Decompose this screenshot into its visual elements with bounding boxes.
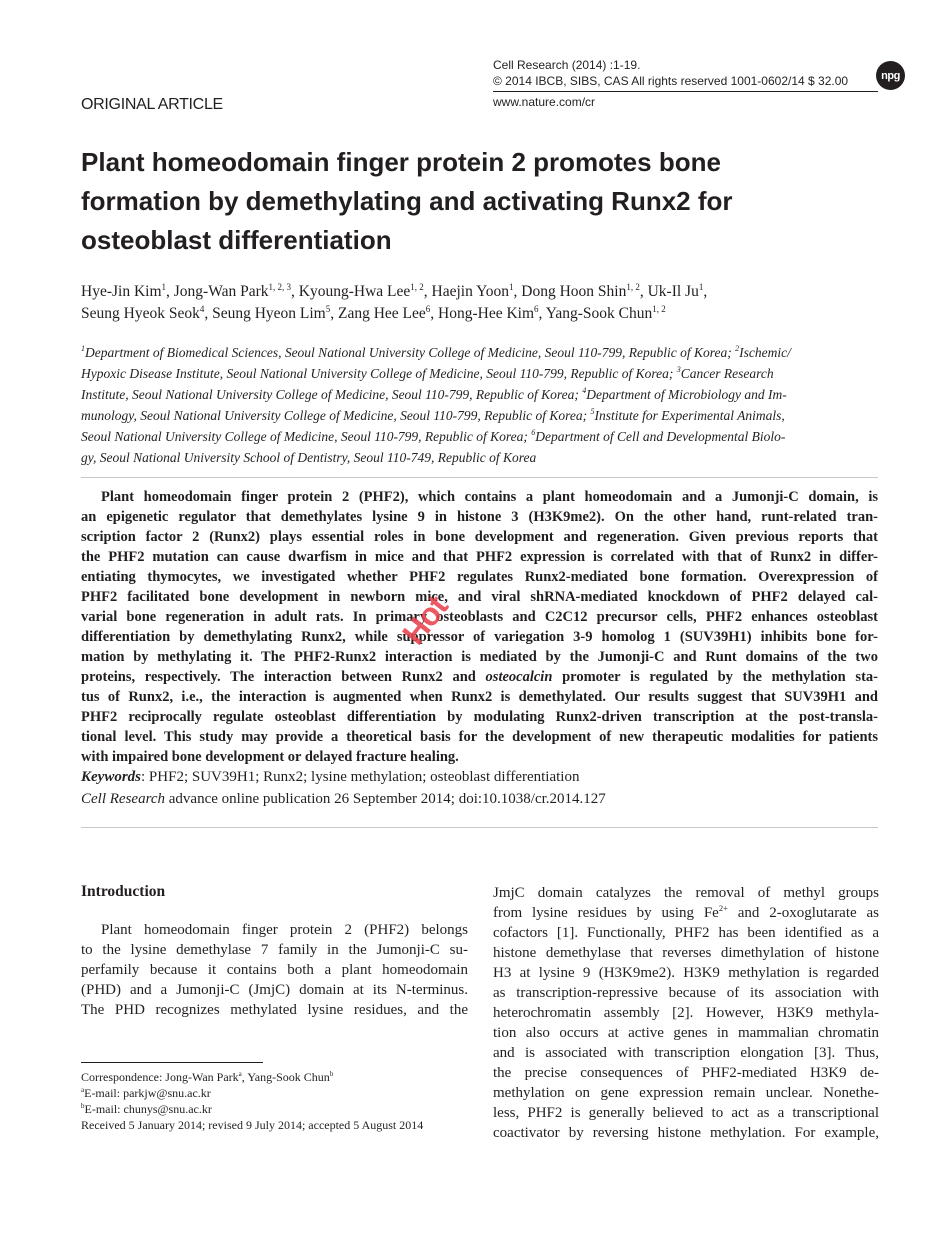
abstract-line: PHF2 reciprocally regulate osteoblast differentiation by modulating Runx2-driven transcription at the post-transla- <box>81 709 878 725</box>
footnote-marker: a <box>81 1086 85 1094</box>
abstract-line: tus of Runx2, i.e., the interaction is augmented when Runx2 is demethylated. Our results suggest that SUV39H1 and <box>81 689 878 705</box>
author-name: Dong Hoon Shin <box>521 283 627 300</box>
abstract-line: tional level. This study may provide a theoretical basis for the development of new therapeutic modalities for patients <box>81 729 878 745</box>
author-affiliation-number: 1, 2, 3 <box>268 282 292 292</box>
abstract-top-divider <box>81 477 878 478</box>
affiliation-number: 4 <box>582 386 587 395</box>
title-line: Plant homeodomain finger protein 2 promotes bone <box>81 147 721 177</box>
author-affiliation-number: 1, 2 <box>626 282 640 292</box>
body-line: (PHD) and a Jumonji-C (JmjC) domain at its N-terminus. <box>81 982 468 998</box>
author-separator: , <box>330 305 338 322</box>
header-divider <box>493 91 878 92</box>
author-line <box>81 281 881 303</box>
author-affiliation-number: 1 <box>161 282 167 292</box>
author-affiliation-number: 6 <box>425 304 431 314</box>
body-text: and 2-oxoglutarate as <box>727 905 879 921</box>
affiliation-text: Department of Microbiology and Im- <box>586 387 787 402</box>
article-type-label: ORIGINAL ARTICLE <box>81 96 223 113</box>
author-affiliation-number: 1, 2 <box>652 304 666 314</box>
affiliation-text: gy, Seoul National University School of Dentistry, Seoul 110-749, Republic of Korea <box>81 450 537 465</box>
email-link[interactable]: E-mail: chunys@snu.ac.kr <box>84 1102 212 1116</box>
affiliation-text: Institute, Seoul National University College of Medicine, Seoul 110-799, Republic of Korea; <box>81 387 583 402</box>
email-note <box>81 1101 461 1117</box>
author-affiliation-number: 4 <box>199 304 205 314</box>
title-line: formation by demethylating and activating Runx2 for <box>81 186 733 216</box>
author-name: Hong-Hee Kim <box>438 305 535 322</box>
journal-info <box>493 58 878 89</box>
author-line <box>81 303 881 325</box>
body-line: the precise consequences of PHF2-mediated H3K9 de- <box>493 1065 879 1081</box>
author-affiliation-number: 1, 2 <box>410 282 424 292</box>
author-name: Haejin Yoon <box>431 283 510 300</box>
affiliations <box>81 342 881 468</box>
footnotes <box>81 1069 461 1133</box>
body-line: perfamily because it contains both a plant homeodomain <box>81 962 468 978</box>
journal-url[interactable]: www.nature.com/cr <box>493 95 596 109</box>
gene-name-italic: osteocalcin <box>485 669 553 685</box>
body-line: to the lysine demethylase 7 family in the Jumonji-C su- <box>81 942 468 958</box>
footnote-marker: b <box>329 1070 334 1078</box>
iron-charge-superscript: 2+ <box>718 903 728 913</box>
article-title <box>81 143 871 260</box>
section-heading-introduction: Introduction <box>81 883 166 900</box>
author-name: Kyoung-Hwa Lee <box>298 283 411 300</box>
affiliation-text: Institute for Experimental Animals, <box>594 408 785 423</box>
body-line: as transcription-repressive because of its association with <box>493 985 879 1001</box>
keywords <box>81 767 579 787</box>
correspondence-note <box>81 1069 461 1085</box>
affiliation-line <box>81 426 881 447</box>
affiliation-line <box>81 384 881 405</box>
publication-info <box>81 789 606 809</box>
affiliation-line <box>81 342 881 363</box>
body-line: less, PHF2 is generally believed to act as a transcriptional <box>493 1105 879 1121</box>
author-separator: , <box>703 283 708 300</box>
abstract-line: differentiation by demethylating Runx2, while suppressor of variegation 3-9 homolog 1 (SUV39H1) inhibits bone for- <box>81 629 878 645</box>
footnote-marker: b <box>81 1102 85 1110</box>
title-line: osteoblast differentiation <box>81 225 392 255</box>
author-separator: , <box>204 305 213 322</box>
author-separator: , <box>538 305 546 322</box>
affiliation-text: munology, Seoul National University College of Medicine, Seoul 110-799, Republic of Korea; <box>81 408 591 423</box>
keywords-colon: : <box>141 769 149 785</box>
copyright-line: © 2014 IBCB, SIBS, CAS All rights reserved 1001-0602/14 $ 32.00 <box>493 73 849 88</box>
author-separator: , <box>291 283 299 300</box>
author-name: Uk-Il Ju <box>647 283 699 300</box>
abstract-text: proteins, respectively. The interaction between Runx2 and <box>81 669 486 685</box>
hot-watermark: Hot <box>395 589 455 652</box>
author-name: Hye-Jin Kim <box>81 283 162 300</box>
author-name: Seung Hyeok Seok <box>81 305 200 322</box>
body-line <box>493 903 879 923</box>
author-affiliation-number: 1 <box>509 282 514 292</box>
abstract-line <box>81 667 878 687</box>
affiliation-line <box>81 363 881 384</box>
abstract-line: PHF2 facilitated bone development in newborn mice, and viral shRNA-mediated knockdown of PHF2 delayed cal- <box>81 589 878 605</box>
body-line: tion also occurs at active genes in mammalian chromatin <box>493 1025 879 1041</box>
body-column-right <box>493 883 879 1143</box>
abstract-text: promoter is regulated by the methylation sta- <box>552 669 878 685</box>
abstract-line: an epigenetic regulator that demethylates lysine 9 in histone 3 (H3K9me2). On the other hand, runt-related tran- <box>81 509 878 525</box>
body-line: H3 at lysine 9 (H3K9me2). H3K9 methylation is regarded <box>493 965 879 981</box>
body-line: methylation on gene expression remain unclear. Nonethe- <box>493 1085 879 1101</box>
affiliation-text: Hypoxic Disease Institute, Seoul National University College of Medicine, Seoul 110-799, Republic of Korea; <box>81 366 677 381</box>
author-separator: , <box>513 283 522 300</box>
keywords-text: PHF2; SUV39H1; Runx2; lysine methylation; osteoblast differentiation <box>148 769 580 785</box>
body-line: heterochromatin assembly [2]. However, H3K9 methyla- <box>493 1005 879 1021</box>
author-separator: , <box>166 283 174 300</box>
body-line: histone demethylase that reverses dimethylation of histone <box>493 945 879 961</box>
author-separator: , <box>423 283 432 300</box>
author-affiliation-number: 6 <box>534 304 539 314</box>
author-name: Yang-Sook Chun <box>545 305 653 322</box>
email-note <box>81 1085 461 1101</box>
correspondence-text: Correspondence: Jong-Wan Park <box>81 1070 239 1084</box>
affiliation-number: 5 <box>590 407 595 416</box>
author-list <box>81 281 881 325</box>
email-link[interactable]: E-mail: parkjw@snu.ac.kr <box>84 1086 211 1100</box>
affiliation-number: 6 <box>531 428 536 437</box>
npg-logo: npg <box>876 61 905 90</box>
body-text: from lysine residues by using Fe <box>493 905 719 921</box>
journal-citation: Cell Research (2014) :1-19. <box>493 58 641 72</box>
keywords-label: Keywords <box>81 769 141 785</box>
author-separator: , <box>639 283 648 300</box>
affiliation-text: Seoul National University College of Medicine, Seoul 110-799, Republic of Korea; <box>81 429 532 444</box>
body-line: Plant homeodomain finger protein 2 (PHF2) belongs <box>101 922 468 938</box>
received-dates: Received 5 January 2014; revised 9 July 2014; accepted 5 August 2014 <box>81 1118 424 1132</box>
footnote-marker: a <box>238 1070 242 1078</box>
publication-details: advance online publication 26 September 2014; doi:10.1038/cr.2014.127 <box>165 791 606 807</box>
author-affiliation-number: 1 <box>698 282 704 292</box>
affiliation-text: Department of Biomedical Sciences, Seoul National University College of Medicine, Seoul 110-799, Republic of Korea; <box>85 345 736 360</box>
abstract-line: mation by methylating it. The PHF2-Runx2 interaction is mediated by the Jumonji-C and Runt domains of the two <box>81 649 878 665</box>
affiliation-text: Ischemic/ <box>739 345 791 360</box>
author-separator: , <box>430 305 439 322</box>
abstract-line: entiating thymocytes, we investigated whether PHF2 regulates Runx2-mediated bone formation. Overexpression of <box>81 569 878 585</box>
author-name: Seung Hyeon Lim <box>212 305 326 322</box>
body-line: JmjC domain catalyzes the removal of methyl groups <box>493 885 879 901</box>
affiliation-number: 2 <box>735 344 740 353</box>
abstract-line: scription factor 2 (Runx2) plays essential roles in bone development and regeneration. Given previous reports that <box>81 529 878 545</box>
abstract-line: varial bone regeneration in adult rats. In primary osteoblasts and C2C12 precursor cells, PHF2 enhances osteoblast <box>81 609 878 625</box>
abstract-line: the PHF2 mutation can cause dwarfism in mice and that PHF2 expression is correlated with that of Runx2 in differ- <box>81 549 878 565</box>
body-line: coactivator by reversing histone methylation. For example, <box>493 1125 879 1141</box>
affiliation-line <box>81 405 881 426</box>
footnote-divider <box>81 1062 263 1063</box>
body-line: cofactors [1]. Functionally, PHF2 has been identified as a <box>493 925 879 941</box>
abstract-line: Plant homeodomain finger protein 2 (PHF2), which contains a plant homeodomain and a Jumonji-C domain, is <box>101 489 878 505</box>
affiliation-text: Department of Cell and Developmental Biolo- <box>535 429 786 444</box>
correspondence-text: , Yang-Sook Chun <box>241 1070 330 1084</box>
affiliation-number: 3 <box>676 365 681 374</box>
affiliation-text: Cancer Research <box>680 366 774 381</box>
abstract-line: with impaired bone development or delayed fracture healing. <box>81 749 459 765</box>
affiliation-line <box>81 447 881 468</box>
abstract <box>81 487 878 767</box>
body-column-left <box>81 920 468 1020</box>
author-affiliation-number: 5 <box>325 304 331 314</box>
journal-name: Cell Research <box>81 791 166 807</box>
body-line: The PHD recognizes methylated lysine residues, and the <box>81 1002 468 1018</box>
author-name: Zang Hee Lee <box>337 305 426 322</box>
body-line: and is associated with transcription elongation [3]. Thus, <box>493 1045 879 1061</box>
abstract-bottom-divider <box>81 827 878 828</box>
author-name: Jong-Wan Park <box>173 283 269 300</box>
affiliation-number: 1 <box>81 344 85 353</box>
